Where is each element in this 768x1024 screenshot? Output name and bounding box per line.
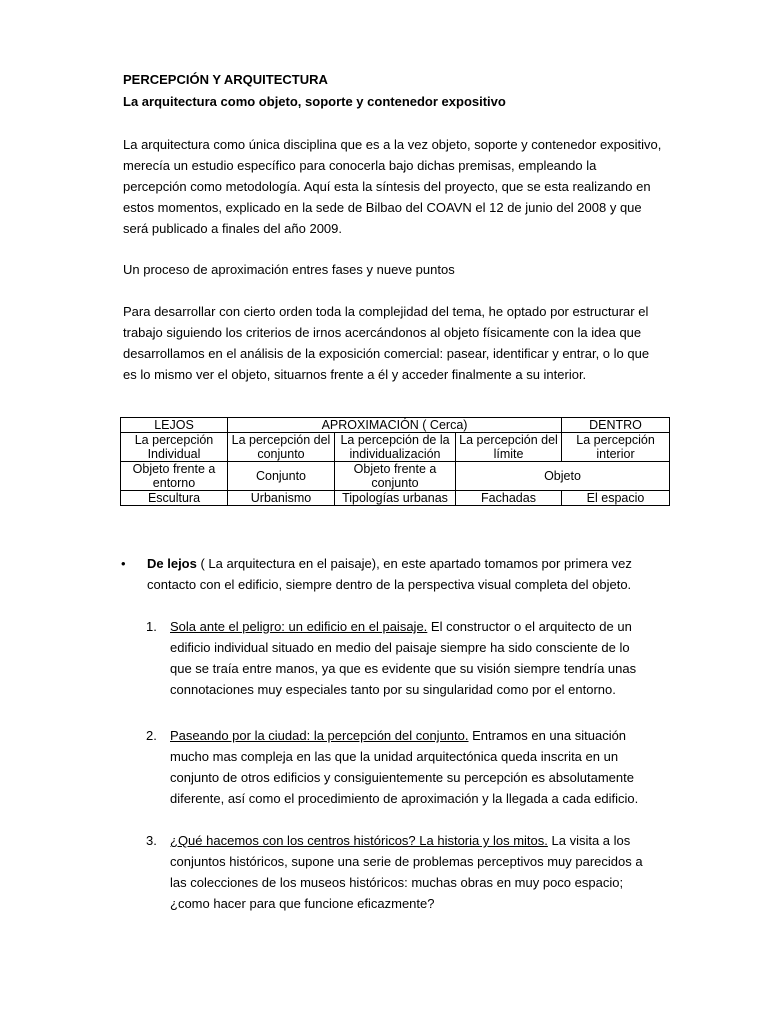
table-row — [121, 491, 670, 506]
table-cell: Objeto — [456, 462, 670, 491]
table-cell: La percepción Individual — [121, 433, 228, 462]
list-item-body: El constructor o el arquitecto de un edificio individual situado en medio del paisaje siempre ha sido consciente de lo que se traía entre manos, ya que es evidente que su visión siempre tendría unas connotaciones muy especiales tanto por su singularidad como por el entorno. — [170, 619, 637, 697]
table-cell: La percepción del conjunto — [228, 433, 335, 462]
list-item-body: Entramos en una situación mucho mas compleja en las que la unidad arquitectónica queda inscrita en un conjunto de otros edificios y consiguientemente su percepción es absolutamente diferente, así como el procedimiento de aproximación y la llegada a cada edificio. — [170, 728, 639, 806]
table-header-cell: LEJOS — [121, 418, 228, 433]
list-item-heading: Paseando por la ciudad: la percepción del conjunto. — [170, 728, 469, 743]
table-cell: Conjunto — [228, 462, 335, 491]
perception-table — [120, 417, 670, 506]
table-row — [121, 462, 670, 491]
list-item-body: La visita a los conjuntos históricos, supone una serie de problemas perceptivos muy parecidos a las colecciones de los museos históricos: muchas obras en muy poco espacio; ¿como hacer para que funcione eficazmente? — [170, 833, 643, 911]
list-item-heading: Sola ante el peligro: un edificio en el paisaje. — [170, 619, 428, 634]
table-cell: La percepción interior — [562, 433, 670, 462]
table-header-cell: DENTRO — [562, 418, 670, 433]
table-cell: La percepción de la individualización — [335, 433, 456, 462]
table-cell: Fachadas — [456, 491, 562, 506]
list-item-number: 3. — [146, 833, 157, 848]
bullet-body: ( La arquitectura en el paisaje), en este apartado tomamos por primera vez contacto con el edificio, siempre dentro de la perspectiva visual completa del objeto. — [147, 556, 632, 592]
table-cell: Objeto frente a entorno — [121, 462, 228, 491]
process-heading-paragraph: Un proceso de aproximación entres fases y nueve puntos — [123, 262, 455, 277]
table-header-cell: APROXIMACIÓN ( Cerca) — [228, 418, 562, 433]
table-cell: La percepción del límite — [456, 433, 562, 462]
list-item-text — [170, 616, 646, 700]
list-item-text — [170, 830, 646, 914]
table-cell: El espacio — [562, 491, 670, 506]
document-subtitle: La arquitectura como objeto, soporte y contenedor expositivo — [123, 94, 506, 109]
table-cell: Objeto frente a conjunto — [335, 462, 456, 491]
intro-paragraph: La arquitectura como única disciplina que es a la vez objeto, soporte y contenedor expositivo, merecía un estudio específico para conocerla bajo dichas premisas, empleando la percepción como metodología. Aquí esta la síntesis del proyecto, que se esta realizando en estos momentos, explicado en la sede de Bilbao del COAVN el 12 de junio del 2008 y que será publicado a finales del año 2009. — [123, 137, 662, 236]
list-item-heading: ¿Qué hacemos con los centros históricos? La historia y los mitos. — [170, 833, 548, 848]
bullet-text — [147, 553, 647, 595]
table-cell: Escultura — [121, 491, 228, 506]
list-item-text — [170, 725, 646, 809]
list-item-number: 2. — [146, 728, 157, 743]
table-row — [121, 433, 670, 462]
table-cell: Urbanismo — [228, 491, 335, 506]
bullet-icon: • — [121, 556, 126, 571]
document-title: PERCEPCIÓN Y ARQUITECTURA — [123, 72, 328, 87]
method-paragraph: Para desarrollar con cierto orden toda la complejidad del tema, he optado por estructurar el trabajo siguiendo los criterios de irnos acercándonos al objeto físicamente con la idea que desarrollamos en el análisis de la exposición comercial: pasear, identificar y entrar, o lo que es lo mismo ver el objeto, situarnos frente a él y acceder finalmente a su interior. — [123, 304, 650, 382]
table-cell: Tipologías urbanas — [335, 491, 456, 506]
list-item-number: 1. — [146, 619, 157, 634]
table-header-row — [121, 418, 670, 433]
bullet-lead: De lejos — [147, 556, 197, 571]
